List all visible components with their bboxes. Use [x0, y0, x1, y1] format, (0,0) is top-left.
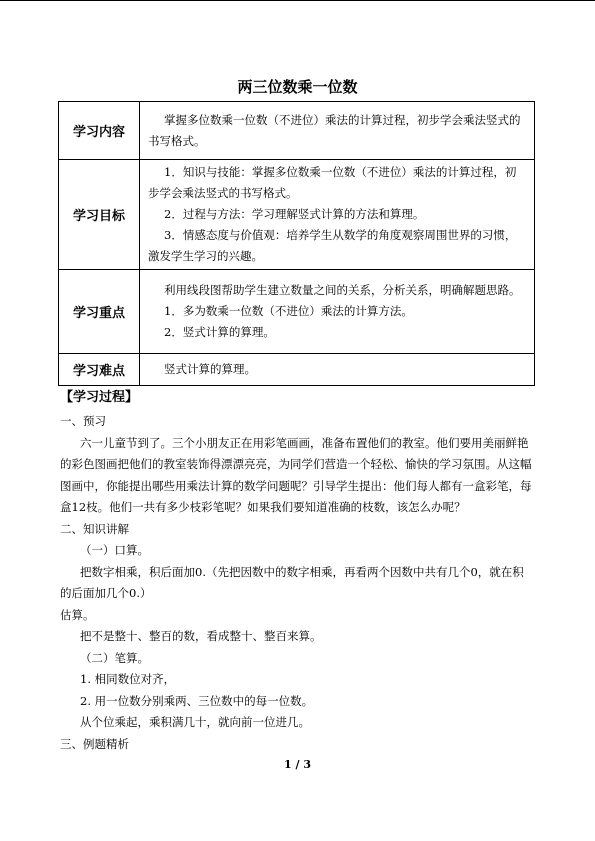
subsection-title: （一）口算。 [80, 543, 149, 557]
body-text [60, 411, 535, 755]
section-title: 二、知识讲解 [60, 521, 129, 536]
row-paragraph: 2．竖式计算的算理。 [164, 325, 275, 339]
paragraph: 把不是整十、整百的数，看成整十、整百来算。 [80, 629, 322, 643]
row-label: 学习内容 [59, 102, 140, 160]
study-info-table [58, 101, 535, 386]
row-paragraph: 竖式计算的算理。 [164, 362, 256, 376]
page-title: 两三位数乘一位数 [237, 78, 358, 96]
row-content [140, 270, 535, 354]
paragraph: 六一儿童节到了。三个小朋友正在用彩笔画画，准备布置他们的教室。他们要用美丽鲜艳的彩色图画把他们的教室装饰得漂漂亮亮，为同学们营造一个轻松、愉快的学习氛围。从这幅图画中，你能提出哪些用乘法计算的数学问题呢？引导学生提出：他们每人都有一盒彩笔，每盒12枝。他们一共有多少枝彩笔呢？如果我们要知道准确的枝数，该怎么办呢？ [60, 435, 532, 514]
paragraph: 估算。 [60, 607, 95, 622]
list-item: 2. 用一位数分别乘两、三位数中的每一位数。 [80, 693, 314, 708]
table-row [59, 270, 535, 354]
row-paragraph: 3．情感态度与价值观：培养学生从数学的角度观察周围世界的习惯，激发学生学习的兴趣。 [148, 228, 517, 263]
row-content [140, 102, 535, 160]
section-title: 三、例题精析 [60, 736, 129, 751]
table-row [59, 160, 535, 270]
row-label: 学习难点 [59, 354, 140, 386]
row-paragraph: 利用线段图帮助学生建立数量之间的关系，分析关系，明确解题思路。 [164, 283, 521, 297]
table-row [59, 354, 535, 386]
section-title: 一、预习 [60, 414, 106, 428]
header-rule [0, 0, 595, 1]
subsection-title: （二）笔算。 [80, 650, 149, 665]
row-label: 学习目标 [59, 160, 140, 270]
list-item: 1. 相同数位对齐， [80, 672, 176, 686]
table-row [59, 102, 535, 160]
row-paragraph: 掌握多位数乘一位数（不进位）乘法的计算过程，初步学会乘法竖式的书写格式。 [148, 112, 521, 148]
row-label: 学习重点 [59, 270, 140, 354]
row-paragraph: 1．知识与技能：掌握多位数乘一位数（不进位）乘法的计算过程，初步学会乘法竖式的书写格式。 [148, 165, 517, 200]
page-number: 1 / 3 [284, 758, 311, 771]
row-content [140, 354, 535, 386]
paragraph: 把数字相乘，积后面加0.（先把因数中的数字相乘，再看两个因数中共有几个0，就在积的后面加几个0.） [60, 564, 524, 600]
row-paragraph: 1．多为数乘一位数（不进位）乘法的计算方法。 [164, 304, 413, 318]
paragraph: 从个位乘起，乘积满几十，就向前一位进几。 [80, 715, 310, 729]
row-content [140, 160, 535, 270]
row-paragraph: 2．过程与方法：学习理解竖式计算的方法和算理。 [164, 207, 425, 221]
section-heading: 【学习过程】 [60, 390, 139, 405]
